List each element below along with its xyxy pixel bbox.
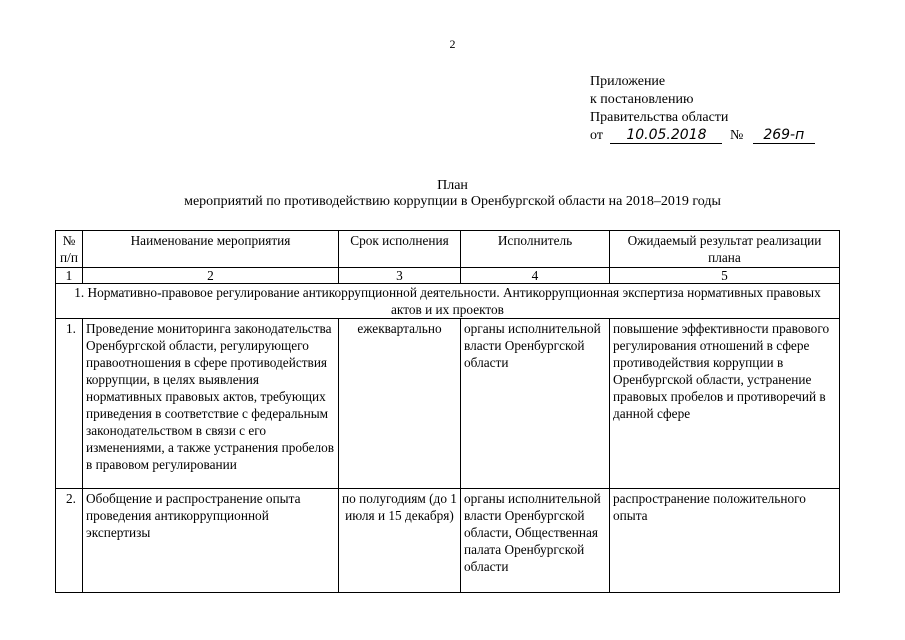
header-name: Наименование мероприятия [83,231,339,268]
number-label: № [729,128,744,143]
appendix-block [590,73,815,145]
row-number: 2. [56,489,83,593]
table-row [56,489,840,593]
handwritten-number: 269-п [753,127,815,144]
header-result: Ожидаемый результат реализации плана [610,231,840,268]
section-title: 1. Нормативно-правовое регулирование антикоррупционной деятельности. Антикоррупционная экспертиза нормативных правовых актов и их проектов [56,284,840,319]
column-number: 4 [461,268,610,284]
appendix-line-2: к постановлению [590,92,694,107]
column-number: 1 [56,268,83,284]
header-executor: Исполнитель [461,231,610,268]
activity-name: Проведение мониторинга законодательства Оренбургской области, регулирующего правоотношения в сфере противодействия коррупции, в целях выявления нормативных правовых актов, требующих приведения в соответствие с федеральным законодательством в связи с его изменениями, а также устранения пробелов в правовом регулировании [83,319,339,489]
table-header-row [56,231,840,268]
plan-title: План [437,178,468,193]
deadline: ежеквартально [339,319,461,489]
activity-name: Обобщение и распространение опыта проведения антикоррупционной экспертизы [83,489,339,593]
column-number: 5 [610,268,840,284]
expected-result: распространение положительного опыта [610,489,840,593]
header-deadline: Срок исполнения [339,231,461,268]
row-number: 1. [56,319,83,489]
executor: органы исполнительной власти Оренбургской области, Общественная палата Оренбургской области [461,489,610,593]
plan-table [55,230,840,593]
from-label: от [590,128,603,143]
expected-result: повышение эффективности правового регулирования отношений в сфере противодействия коррупции в Оренбургской области, устранение правовых пробелов и противоречий в данной сфере [610,319,840,489]
page-number: 2 [449,37,456,51]
column-numbers-row [56,268,840,284]
plan-subtitle: мероприятий по противодействию коррупции в Оренбургской области на 2018–2019 годы [184,194,721,209]
column-number: 3 [339,268,461,284]
executor: органы исполнительной власти Оренбургской области [461,319,610,489]
deadline: по полугодиям (до 1 июля и 15 декабря) [339,489,461,593]
column-number: 2 [83,268,339,284]
appendix-line-3: Правительства области [590,110,729,125]
header-number: № п/п [56,231,83,268]
appendix-date-number-line [590,127,815,145]
handwritten-date: 10.05.2018 [610,127,722,144]
table-row [56,319,840,489]
section-row [56,284,840,319]
appendix-line-1: Приложение [590,74,666,89]
